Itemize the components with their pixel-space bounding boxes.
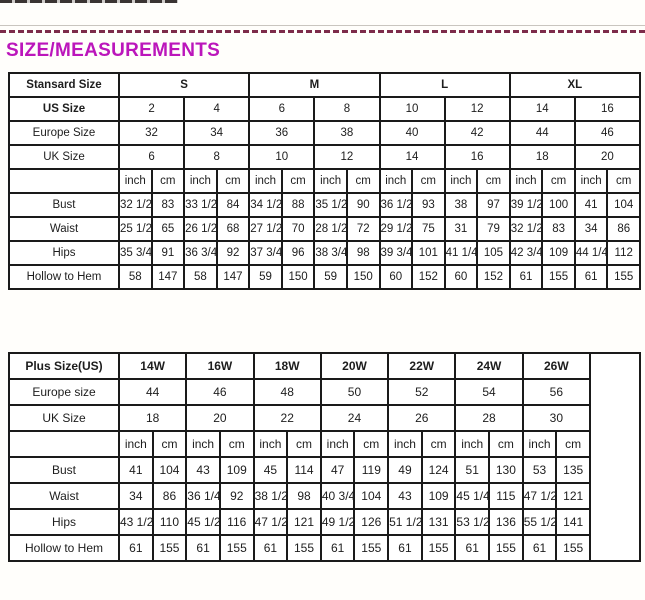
measure-value-cell: 61 [455, 535, 489, 561]
measure-value-cell: 92 [220, 483, 254, 509]
measure-value-cell: 61 [119, 535, 153, 561]
measure-value-cell: 34 1/2 [249, 193, 282, 217]
size-row [9, 405, 640, 431]
measure-value-cell: 49 1/2 [321, 509, 355, 535]
measure-value-cell: 141 [556, 509, 590, 535]
size-value-cell: 18 [119, 405, 186, 431]
measure-value-cell: 114 [287, 457, 321, 483]
size-group-cell: 20W [321, 353, 388, 379]
corner-label: Stansard Size [9, 73, 119, 97]
measure-value-cell: 155 [489, 535, 523, 561]
measure-value-cell: 84 [217, 193, 250, 217]
size-group-cell: L [380, 73, 510, 97]
size-value-cell: 20 [575, 145, 640, 169]
measure-value-cell: 41 [119, 457, 153, 483]
unit-cell: cm [542, 169, 575, 193]
size-value-cell: 8 [314, 97, 379, 121]
unit-cell: cm [153, 431, 187, 457]
size-row [9, 121, 640, 145]
measure-value-cell: 155 [354, 535, 388, 561]
size-value-cell: 48 [254, 379, 321, 405]
size-value-cell: 28 [455, 405, 522, 431]
measure-value-cell: 58 [119, 265, 152, 289]
row-label: Hips [9, 241, 119, 265]
measure-value-cell: 147 [152, 265, 185, 289]
measure-value-cell: 136 [489, 509, 523, 535]
measure-value-cell: 61 [523, 535, 557, 561]
dashed-divider-rule [0, 30, 645, 33]
measure-value-cell: 34 [119, 483, 153, 509]
measure-value-cell: 43 [186, 457, 220, 483]
measure-value-cell: 60 [380, 265, 413, 289]
size-value-cell: 2 [119, 97, 184, 121]
measure-value-cell: 25 1/2 [119, 217, 152, 241]
unit-cell: inch [184, 169, 217, 193]
unit-cell: cm [422, 431, 456, 457]
size-row [9, 379, 640, 405]
table-header-row [9, 73, 640, 97]
unit-row [9, 169, 640, 193]
measure-value-cell: 93 [412, 193, 445, 217]
unit-cell: inch [119, 169, 152, 193]
measure-value-cell: 39 1/2 [510, 193, 543, 217]
table-header-row [9, 353, 640, 379]
measure-value-cell: 61 [186, 535, 220, 561]
measure-value-cell: 83 [152, 193, 185, 217]
size-value-cell: 18 [510, 145, 575, 169]
unit-cell: cm [282, 169, 315, 193]
measure-value-cell: 83 [542, 217, 575, 241]
size-value-cell: 14 [380, 145, 445, 169]
unit-cell: cm [477, 169, 510, 193]
measure-value-cell: 33 1/2 [184, 193, 217, 217]
row-label: Hips [9, 509, 119, 535]
measure-row [9, 265, 640, 289]
unit-cell: cm [217, 169, 250, 193]
size-value-cell: 44 [510, 121, 575, 145]
measure-value-cell: 97 [477, 193, 510, 217]
measure-value-cell: 126 [354, 509, 388, 535]
row-label: Waist [9, 483, 119, 509]
unit-row-corner [9, 169, 119, 193]
measure-value-cell: 35 1/2 [314, 193, 347, 217]
measure-value-cell: 39 3/4 [380, 241, 413, 265]
measure-value-cell: 98 [287, 483, 321, 509]
measure-value-cell: 121 [287, 509, 321, 535]
measure-value-cell: 51 [455, 457, 489, 483]
measure-value-cell: 43 [388, 483, 422, 509]
measure-value-cell: 28 1/2 [314, 217, 347, 241]
unit-cell: inch [321, 431, 355, 457]
size-value-cell: 10 [380, 97, 445, 121]
size-value-cell: 54 [455, 379, 522, 405]
measure-value-cell: 79 [477, 217, 510, 241]
measure-row [9, 509, 640, 535]
size-value-cell: 12 [445, 97, 510, 121]
measure-value-cell: 92 [217, 241, 250, 265]
size-group-cell: 16W [186, 353, 253, 379]
unit-row-corner [9, 431, 119, 457]
size-group-cell: S [119, 73, 249, 97]
measure-value-cell: 72 [347, 217, 380, 241]
row-label: UK Size [9, 145, 119, 169]
measure-value-cell: 115 [489, 483, 523, 509]
unit-cell: inch [254, 431, 288, 457]
measure-value-cell: 59 [249, 265, 282, 289]
row-label: Europe Size [9, 121, 119, 145]
measure-value-cell: 109 [220, 457, 254, 483]
measure-value-cell: 98 [347, 241, 380, 265]
size-value-cell: 22 [254, 405, 321, 431]
row-label: UK Size [9, 405, 119, 431]
measure-row [9, 241, 640, 265]
unit-cell: cm [489, 431, 523, 457]
size-group-cell: 18W [254, 353, 321, 379]
size-value-cell: 38 [314, 121, 379, 145]
measure-value-cell: 155 [542, 265, 575, 289]
size-value-cell: 50 [321, 379, 388, 405]
measure-value-cell: 34 [575, 217, 608, 241]
measure-value-cell: 38 1/2 [254, 483, 288, 509]
measure-value-cell: 59 [314, 265, 347, 289]
measure-value-cell: 61 [321, 535, 355, 561]
measure-value-cell: 36 3/4 [184, 241, 217, 265]
measure-value-cell: 61 [575, 265, 608, 289]
measure-value-cell: 47 1/2 [523, 483, 557, 509]
cropped-text-remnant [0, 0, 178, 3]
measure-value-cell: 32 1/2 [510, 217, 543, 241]
standard-size-table [8, 72, 641, 290]
measure-value-cell: 36 1/2 [380, 193, 413, 217]
size-value-cell: 16 [575, 97, 640, 121]
measure-value-cell: 110 [153, 509, 187, 535]
unit-cell: inch [119, 431, 153, 457]
measure-value-cell: 96 [282, 241, 315, 265]
measure-value-cell: 75 [412, 217, 445, 241]
measure-value-cell: 27 1/2 [249, 217, 282, 241]
measure-value-cell: 147 [217, 265, 250, 289]
unit-cell: cm [556, 431, 590, 457]
row-label: Hollow to Hem [9, 265, 119, 289]
size-row [9, 145, 640, 169]
measure-value-cell: 36 1/4 [186, 483, 220, 509]
measure-value-cell: 152 [412, 265, 445, 289]
measure-value-cell: 105 [477, 241, 510, 265]
measure-row [9, 535, 640, 561]
measure-row [9, 457, 640, 483]
row-label: Bust [9, 193, 119, 217]
size-group-cell: 14W [119, 353, 186, 379]
measure-value-cell: 155 [422, 535, 456, 561]
measure-value-cell: 124 [422, 457, 456, 483]
measure-value-cell: 104 [354, 483, 388, 509]
measure-value-cell: 53 1/2 [455, 509, 489, 535]
measure-value-cell: 43 1/2 [119, 509, 153, 535]
size-group-cell: XL [510, 73, 640, 97]
unit-cell: inch [575, 169, 608, 193]
size-value-cell: 30 [523, 405, 590, 431]
measure-value-cell: 155 [287, 535, 321, 561]
measure-value-cell: 155 [607, 265, 640, 289]
measure-value-cell: 32 1/2 [119, 193, 152, 217]
measure-value-cell: 152 [477, 265, 510, 289]
measure-value-cell: 135 [556, 457, 590, 483]
measure-value-cell: 86 [153, 483, 187, 509]
size-value-cell: 6 [119, 145, 184, 169]
measure-value-cell: 109 [422, 483, 456, 509]
measure-value-cell: 38 [445, 193, 478, 217]
unit-cell: cm [347, 169, 380, 193]
unit-cell: cm [152, 169, 185, 193]
measure-value-cell: 44 1/4 [575, 241, 608, 265]
measure-value-cell: 119 [354, 457, 388, 483]
size-value-cell: 42 [445, 121, 510, 145]
measure-value-cell: 47 [321, 457, 355, 483]
measure-value-cell: 35 3/4 [119, 241, 152, 265]
size-group-cell: M [249, 73, 379, 97]
unit-cell: cm [607, 169, 640, 193]
unit-cell: inch [510, 169, 543, 193]
size-value-cell: 34 [184, 121, 249, 145]
measure-value-cell: 155 [556, 535, 590, 561]
measure-value-cell: 155 [220, 535, 254, 561]
plus-size-table [8, 352, 641, 562]
size-value-cell: 56 [523, 379, 590, 405]
unit-cell: inch [380, 169, 413, 193]
unit-cell: cm [220, 431, 254, 457]
unit-cell: cm [287, 431, 321, 457]
measure-row [9, 217, 640, 241]
measure-value-cell: 90 [347, 193, 380, 217]
measure-value-cell: 40 3/4 [321, 483, 355, 509]
measure-value-cell: 130 [489, 457, 523, 483]
measure-value-cell: 65 [152, 217, 185, 241]
size-group-cell: 24W [455, 353, 522, 379]
unit-cell: inch [314, 169, 347, 193]
size-row [9, 97, 640, 121]
size-value-cell: 10 [249, 145, 314, 169]
unit-cell: cm [354, 431, 388, 457]
size-value-cell: 8 [184, 145, 249, 169]
page-title: SIZE/MEASUREMENTS [6, 40, 221, 61]
measure-value-cell: 55 1/2 [523, 509, 557, 535]
size-value-cell: 44 [119, 379, 186, 405]
measure-value-cell: 86 [607, 217, 640, 241]
size-value-cell: 20 [186, 405, 253, 431]
measure-value-cell: 60 [445, 265, 478, 289]
unit-cell: inch [523, 431, 557, 457]
measure-value-cell: 45 1/2 [186, 509, 220, 535]
size-value-cell: 36 [249, 121, 314, 145]
measure-value-cell: 45 1/4 [455, 483, 489, 509]
size-group-cell: 22W [388, 353, 455, 379]
size-value-cell: 24 [321, 405, 388, 431]
size-value-cell: 52 [388, 379, 455, 405]
measure-value-cell: 116 [220, 509, 254, 535]
measure-value-cell: 68 [217, 217, 250, 241]
measure-value-cell: 155 [153, 535, 187, 561]
size-value-cell: 12 [314, 145, 379, 169]
size-value-cell: 4 [184, 97, 249, 121]
unit-row [9, 431, 640, 457]
unit-cell: inch [388, 431, 422, 457]
measure-value-cell: 61 [254, 535, 288, 561]
thin-divider-rule [0, 25, 645, 26]
measure-value-cell: 91 [152, 241, 185, 265]
measure-value-cell: 121 [556, 483, 590, 509]
measure-row [9, 483, 640, 509]
measure-value-cell: 150 [282, 265, 315, 289]
size-value-cell: 16 [445, 145, 510, 169]
measure-value-cell: 150 [347, 265, 380, 289]
measure-value-cell: 101 [412, 241, 445, 265]
measure-value-cell: 49 [388, 457, 422, 483]
measure-value-cell: 61 [510, 265, 543, 289]
size-value-cell: 32 [119, 121, 184, 145]
measure-value-cell: 104 [153, 457, 187, 483]
size-value-cell: 46 [186, 379, 253, 405]
size-group-cell: 26W [523, 353, 590, 379]
size-value-cell: 46 [575, 121, 640, 145]
empty-column-cell [590, 353, 640, 561]
measure-value-cell: 42 3/4 [510, 241, 543, 265]
measure-value-cell: 58 [184, 265, 217, 289]
row-label: US Size [9, 97, 119, 121]
unit-cell: inch [249, 169, 282, 193]
measure-value-cell: 53 [523, 457, 557, 483]
measure-row [9, 193, 640, 217]
measure-value-cell: 47 1/2 [254, 509, 288, 535]
row-label: Hollow to Hem [9, 535, 119, 561]
measure-value-cell: 41 [575, 193, 608, 217]
row-label: Bust [9, 457, 119, 483]
measure-value-cell: 31 [445, 217, 478, 241]
size-value-cell: 6 [249, 97, 314, 121]
row-label: Europe size [9, 379, 119, 405]
measure-value-cell: 29 1/2 [380, 217, 413, 241]
measure-value-cell: 109 [542, 241, 575, 265]
measure-value-cell: 112 [607, 241, 640, 265]
size-value-cell: 14 [510, 97, 575, 121]
measure-value-cell: 26 1/2 [184, 217, 217, 241]
measure-value-cell: 45 [254, 457, 288, 483]
measure-value-cell: 61 [388, 535, 422, 561]
measure-value-cell: 38 3/4 [314, 241, 347, 265]
unit-cell: inch [455, 431, 489, 457]
size-value-cell: 26 [388, 405, 455, 431]
unit-cell: cm [412, 169, 445, 193]
unit-cell: inch [445, 169, 478, 193]
measure-value-cell: 37 3/4 [249, 241, 282, 265]
measure-value-cell: 131 [422, 509, 456, 535]
measure-value-cell: 41 1/4 [445, 241, 478, 265]
unit-cell: inch [186, 431, 220, 457]
measure-value-cell: 70 [282, 217, 315, 241]
measure-value-cell: 100 [542, 193, 575, 217]
corner-label: Plus Size(US) [9, 353, 119, 379]
size-value-cell: 40 [380, 121, 445, 145]
row-label: Waist [9, 217, 119, 241]
measure-value-cell: 51 1/2 [388, 509, 422, 535]
measure-value-cell: 104 [607, 193, 640, 217]
measure-value-cell: 88 [282, 193, 315, 217]
